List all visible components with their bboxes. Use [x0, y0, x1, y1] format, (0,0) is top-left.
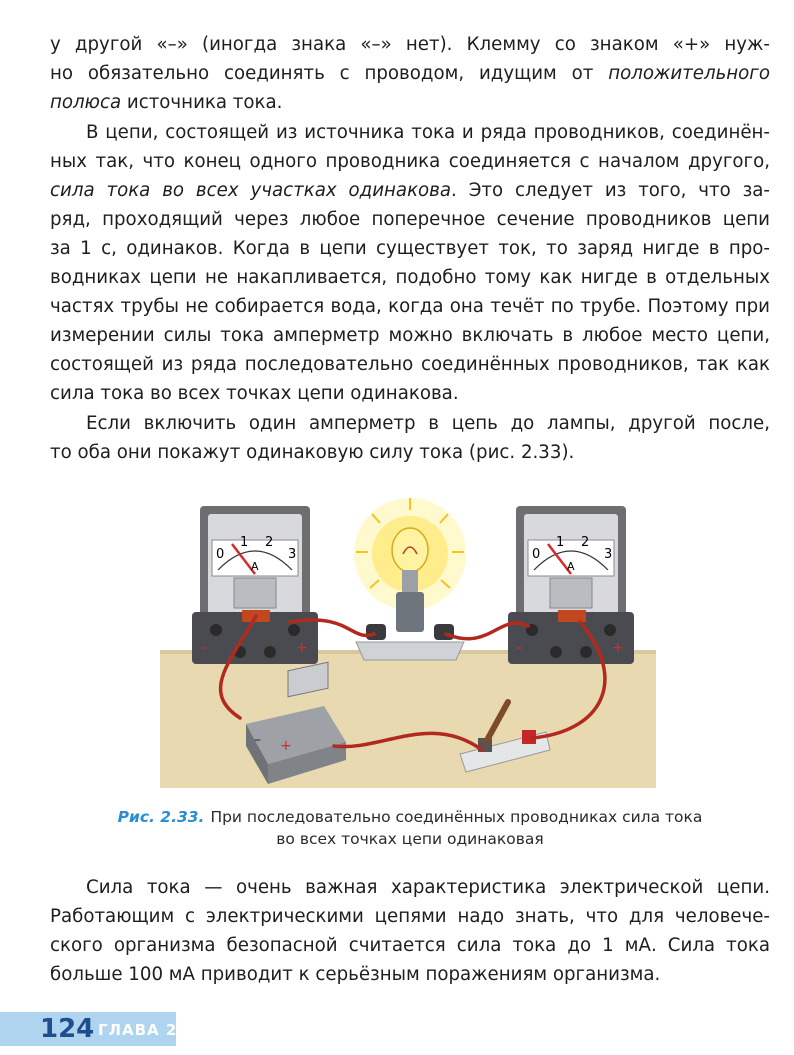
paragraph-1-line-3: [50, 88, 770, 117]
paragraph-2-line-4: ряд, проходящий через любое поперечное сечение проводников цепи: [50, 209, 770, 230]
paragraph-4-line-2: Работающим с электрическими цепями надо знать, что для человече-: [50, 906, 770, 927]
paragraph-2: [50, 118, 770, 408]
italic-statement-current-equal: сила тока во всех участках одинакова: [50, 180, 452, 201]
chapter-label: ГЛАВА 2: [98, 1021, 178, 1039]
ammeter-unit-label-right: A: [567, 560, 575, 573]
scale-label-0-right: 0: [532, 547, 541, 562]
terminal-plus-left: +: [296, 640, 308, 656]
scale-label-1-right: 1: [556, 535, 565, 550]
terminal-plus-right: +: [612, 640, 624, 656]
paragraph-2-line-2: ных так, что конец одного проводника соединяется с началом другого,: [50, 151, 770, 172]
paragraph-3-line-1: Если включить один амперметр в цепь до лампы, другой после,: [86, 413, 770, 434]
caption-text-1: При последовательно соединённых проводниках сила тока: [210, 808, 703, 826]
scale-label-3-right: 3: [604, 547, 613, 562]
paragraph-2-line-7: частях трубы не собирается вода, когда она течёт по трубе. Поэтому при: [50, 296, 770, 317]
ammeter-unit-label: A: [251, 560, 259, 573]
paragraph-3: [50, 409, 770, 467]
paragraph-4-line-3: ского организма безопасной считается сила тока до 1 мА. Сила тока: [50, 935, 770, 956]
figure-caption: [60, 806, 760, 850]
paragraph-1-line-2: но обязательно соединять с проводом, идущим от положительного: [50, 63, 770, 84]
paragraph-1: [50, 30, 770, 117]
paragraph-2-line-6: водниках цепи не накапливается, подобно тому как нигде в отдельных: [50, 267, 770, 288]
battery-minus-label: –: [254, 732, 261, 748]
paragraph-1-line-3-rest: источника тока.: [121, 92, 283, 113]
paragraph-2-line-10: сила тока во всех точках цепи одинакова.: [50, 383, 459, 404]
scale-label-2-right: 2: [581, 535, 590, 550]
italic-term-positive-pole: полюса: [50, 92, 122, 113]
table-surface: [160, 650, 656, 788]
paragraph-2-line-3: [50, 176, 770, 205]
battery-plus-label: +: [280, 738, 292, 754]
terminal-minus-right: –: [516, 640, 523, 656]
paragraph-4-line-4: больше 100 мА приводит к серьёзным поражениям организма.: [50, 964, 661, 985]
scale-label-3: 3: [288, 547, 297, 562]
paragraph-3-line-2: то оба они покажут одинаковую силу тока (рис. 2.33).: [50, 442, 575, 463]
circuit-illustration: [160, 492, 656, 788]
paragraph-2-line-3-rest: . Это следует из того, что за-: [451, 180, 770, 201]
paragraph-2-line-9: состоящей из ряда последовательно соединённых проводников, так как: [50, 354, 770, 375]
terminal-minus-left: –: [200, 640, 207, 656]
paragraph-2-line-8: измерении силы тока амперметр можно включать в любое место цепи,: [50, 325, 770, 346]
paragraph-1-line-1: у другой «–» (иногда знака «–» нет). Клемму со знаком «+» нуж-: [50, 34, 770, 55]
page-number: 124: [40, 1014, 95, 1044]
scale-label-0: 0: [216, 547, 225, 562]
ammeter-left: [192, 506, 318, 664]
caption-line-2: во всех точках цепи одинаковая: [276, 830, 544, 848]
ammeter-right: [508, 506, 634, 664]
paragraph-4-line-1: Сила тока — очень важная характеристика электрической цепи.: [86, 877, 770, 898]
paragraph-2-line-1: В цепи, состоящей из источника тока и ряда проводников, соединён-: [86, 122, 770, 143]
scale-label-2: 2: [265, 535, 274, 550]
scale-label-1: 1: [240, 535, 249, 550]
paragraph-4: [50, 873, 770, 989]
caption-line-1: [60, 806, 760, 828]
figure-label: Рис. 2.33.: [117, 808, 205, 826]
paragraph-2-line-5: за 1 с, одинаков. Когда в цепи существует ток, то заряд нигде в про-: [50, 238, 770, 259]
